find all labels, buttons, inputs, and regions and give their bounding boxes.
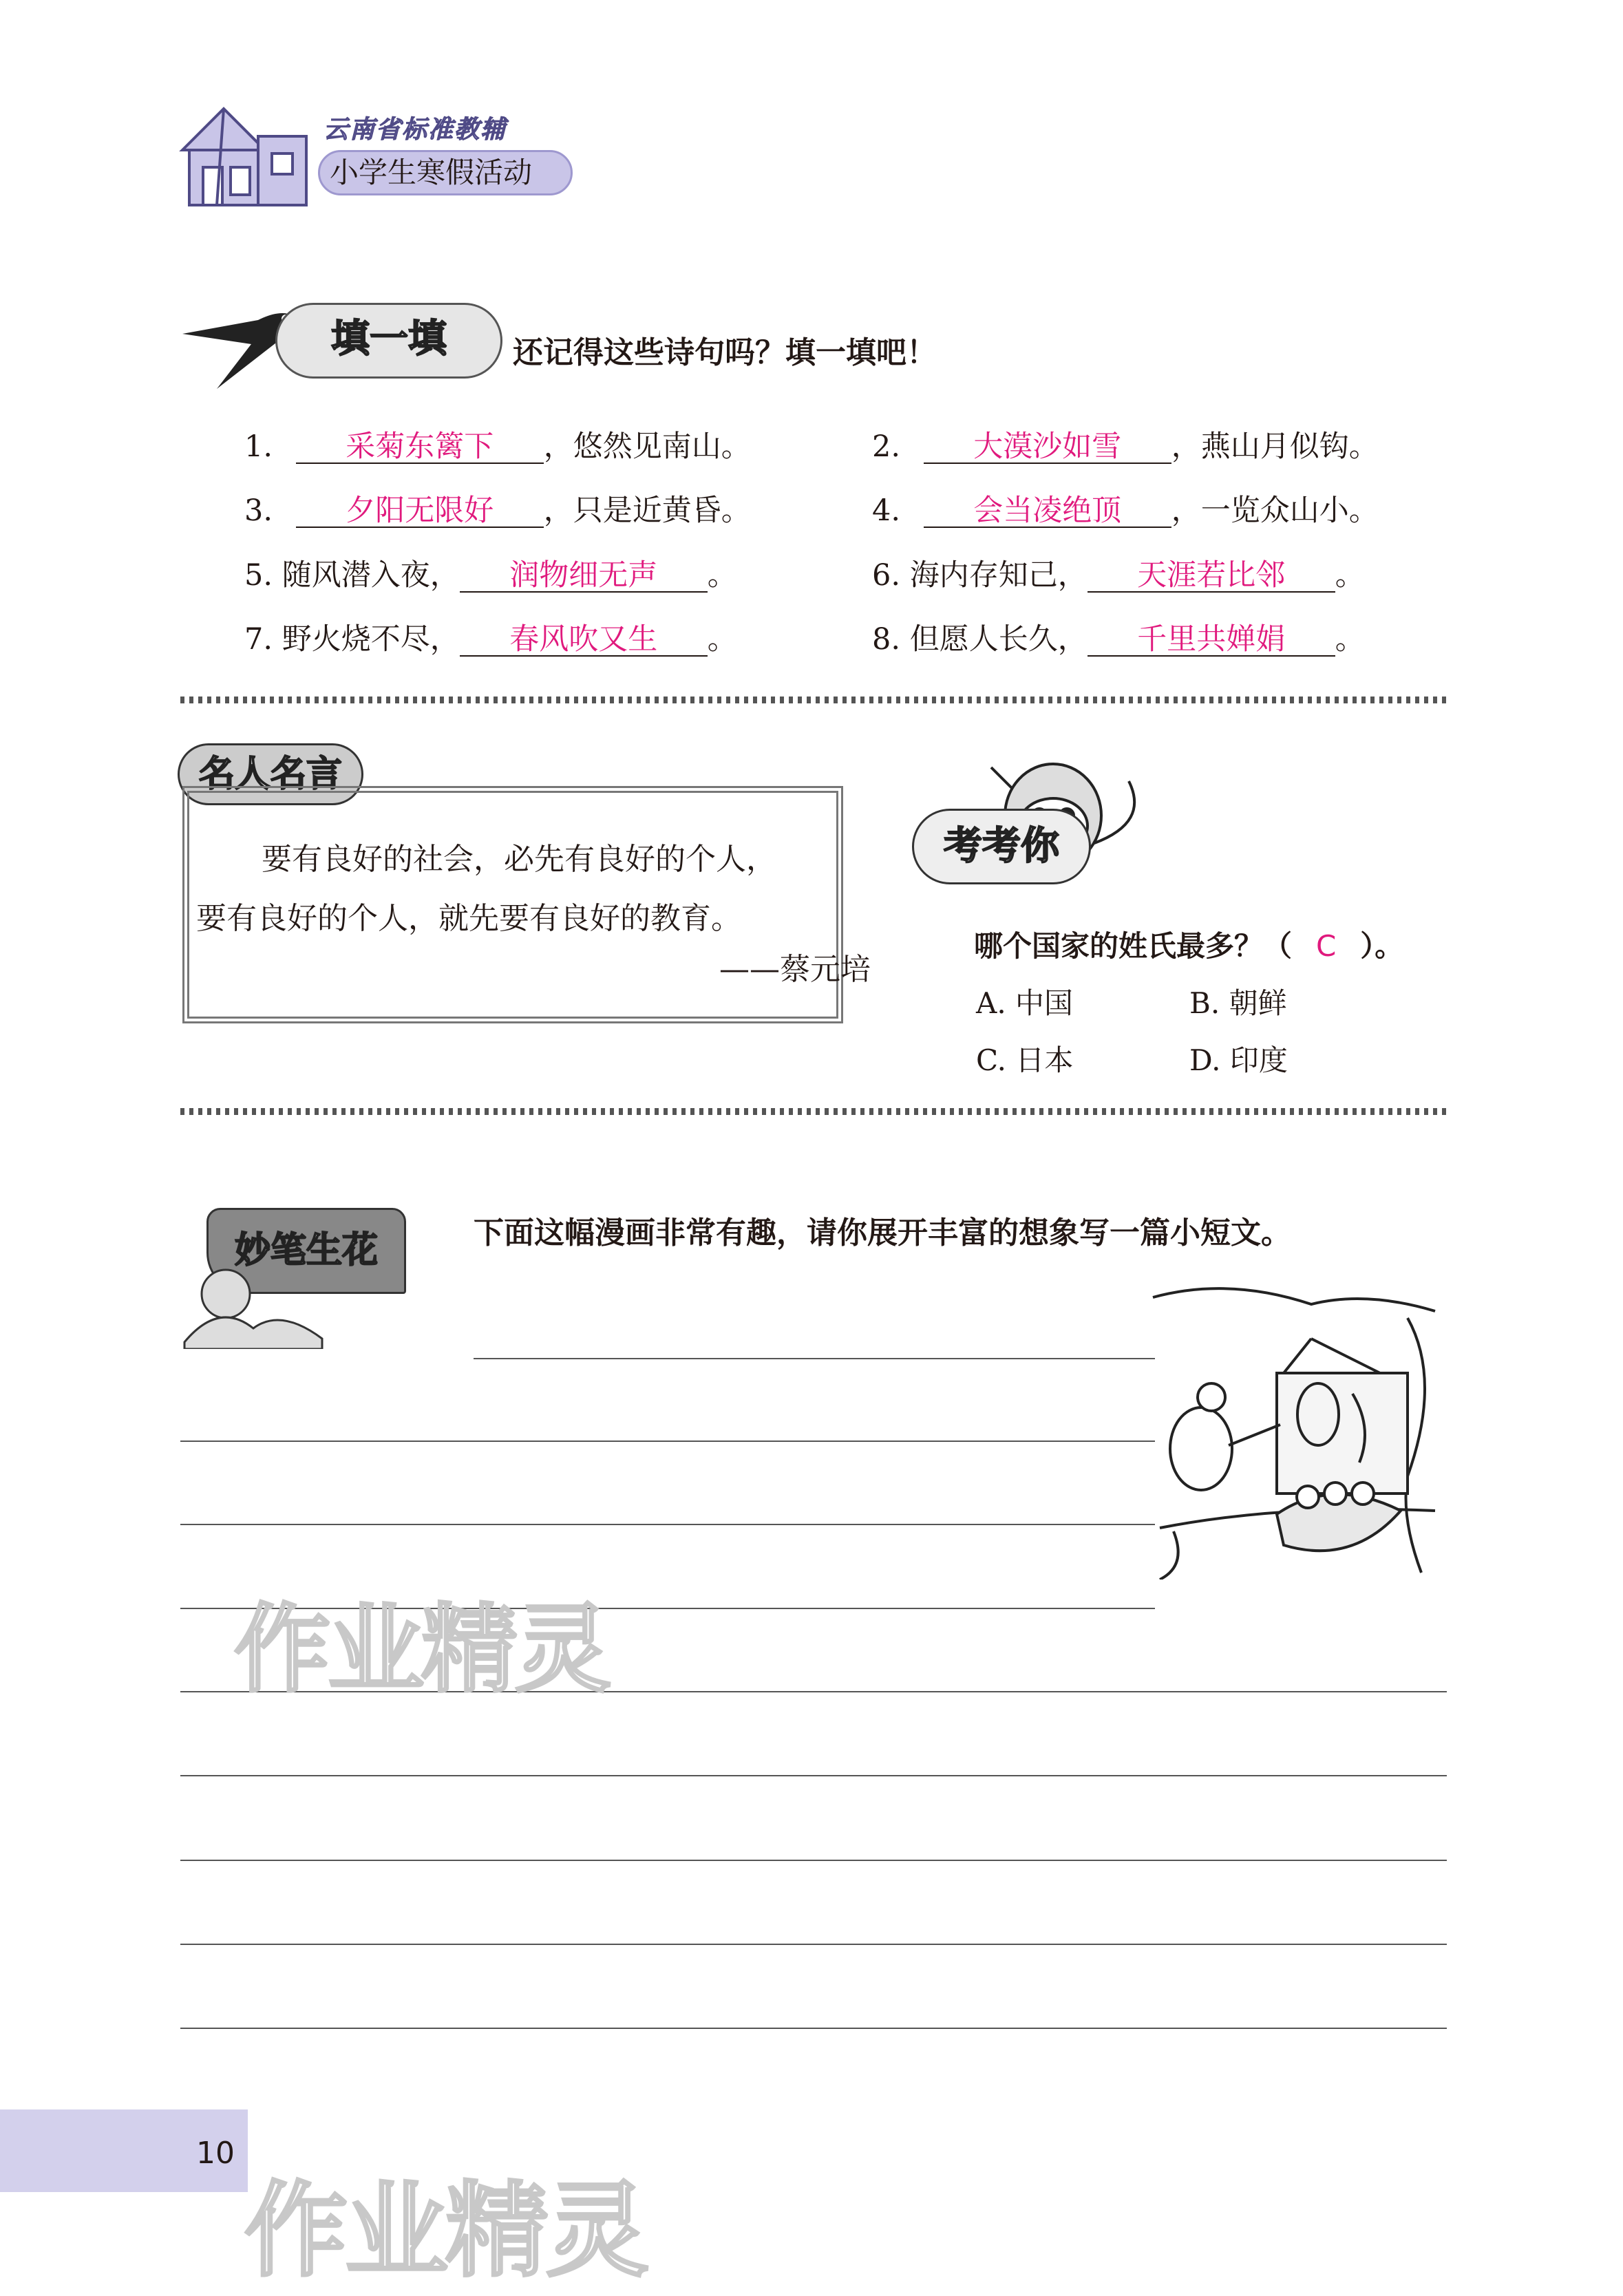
poem-blank-6[interactable] bbox=[1088, 560, 1335, 593]
poem-answer-8: 千里共婵娟 bbox=[1137, 622, 1286, 657]
quiz-answer[interactable]: C bbox=[1315, 929, 1337, 963]
writing-instruction: 下面这幅漫画非常有趣，请你展开丰富的想象写一篇小短文。 bbox=[474, 1215, 1291, 1251]
fill-instruction: 还记得这些诗句吗？填一填吧！ bbox=[513, 335, 937, 370]
quiz-option-a[interactable]: A. 中国 bbox=[976, 986, 1074, 1020]
poem-blank-5[interactable] bbox=[460, 560, 708, 593]
brand-book-title: 小学生寒假活动 bbox=[318, 150, 573, 195]
poem-blank-1[interactable] bbox=[296, 431, 544, 464]
writing-line[interactable] bbox=[474, 1358, 1155, 1359]
brand-series-title: 云南省标准教辅 bbox=[323, 116, 507, 144]
fill-badge bbox=[275, 303, 502, 379]
poem-item-7: 7. 野火烧不尽， 春风吹又生 。 bbox=[244, 622, 737, 657]
poem-answer-5: 润物细无声 bbox=[509, 558, 658, 593]
quiz-badge bbox=[912, 809, 1091, 884]
poem-answer-1: 采菊东篱下 bbox=[346, 429, 494, 464]
poem-item-6: 6. 海内存知己， 天涯若比邻 。 bbox=[872, 558, 1365, 593]
poem-answer-4: 会当凌绝顶 bbox=[973, 493, 1122, 528]
writing-badge-text: 妙笔生花 bbox=[234, 1230, 378, 1271]
quiz-option-c[interactable]: C. 日本 bbox=[976, 1043, 1074, 1077]
quote-author: ——蔡元培 bbox=[719, 952, 871, 987]
poem-answer-7: 春风吹又生 bbox=[509, 622, 658, 657]
poem-blank-8[interactable] bbox=[1088, 624, 1335, 657]
quiz-option-d[interactable]: D. 印度 bbox=[1189, 1043, 1288, 1077]
poem-blank-3[interactable] bbox=[296, 495, 544, 528]
writing-line[interactable] bbox=[180, 1775, 1447, 1776]
poem-answer-3: 夕阳无限好 bbox=[346, 493, 494, 528]
quiz-question: 哪个国家的姓氏最多？（ C ）。 bbox=[974, 929, 1404, 963]
house-logo-icon bbox=[176, 102, 313, 212]
poem-item-2: 2. 大漠沙如雪 ，燕山月似钩。 bbox=[872, 429, 1379, 464]
poem-item-8: 8. 但愿人长久， 千里共婵娟 。 bbox=[872, 622, 1365, 657]
poem-answer-2: 大漠沙如雪 bbox=[973, 429, 1122, 464]
page-number-tab bbox=[0, 2109, 248, 2192]
section-divider bbox=[180, 697, 1447, 703]
poem-item-5: 5. 随风潜入夜， 润物细无声 。 bbox=[244, 558, 737, 593]
poem-item-3: 3. 夕阳无限好 ，只是近黄昏。 bbox=[244, 493, 751, 528]
section-divider bbox=[180, 1108, 1447, 1115]
writing-line[interactable] bbox=[180, 1441, 1155, 1442]
quiz-badge-text: 考考你 bbox=[944, 824, 1059, 869]
poem-blank-2[interactable] bbox=[924, 431, 1171, 464]
page-number: 10 bbox=[196, 2136, 235, 2171]
poem-blank-4[interactable] bbox=[924, 495, 1171, 528]
poem-answer-6: 天涯若比邻 bbox=[1137, 558, 1286, 593]
fill-badge-text: 填一填 bbox=[331, 317, 447, 361]
writing-line[interactable] bbox=[180, 2028, 1447, 2029]
poem-item-1: 1. 采菊东篱下 ，悠然见南山。 bbox=[244, 429, 751, 464]
quote-line-1: 要有良好的社会，必先有良好的个人， bbox=[262, 842, 776, 877]
writing-line[interactable] bbox=[180, 1860, 1447, 1861]
sun-landscape-icon bbox=[178, 1253, 329, 1349]
poem-item-4: 4. 会当凌绝顶 ，一览众山小。 bbox=[872, 493, 1379, 528]
writing-line[interactable] bbox=[180, 1524, 1155, 1525]
quote-badge-text: 名人名言 bbox=[198, 754, 342, 795]
writing-line[interactable] bbox=[180, 1944, 1447, 1945]
quote-line-2: 要有良好的个人，就先要有良好的教育。 bbox=[196, 901, 741, 936]
bird-cage-comic-image bbox=[1146, 1277, 1449, 1580]
watermark: 作业精灵 bbox=[234, 1594, 609, 1706]
watermark-footer: 作业精灵 bbox=[244, 2171, 647, 2291]
quiz-option-b[interactable]: B. 朝鲜 bbox=[1189, 986, 1287, 1020]
poem-blank-7[interactable] bbox=[460, 624, 708, 657]
